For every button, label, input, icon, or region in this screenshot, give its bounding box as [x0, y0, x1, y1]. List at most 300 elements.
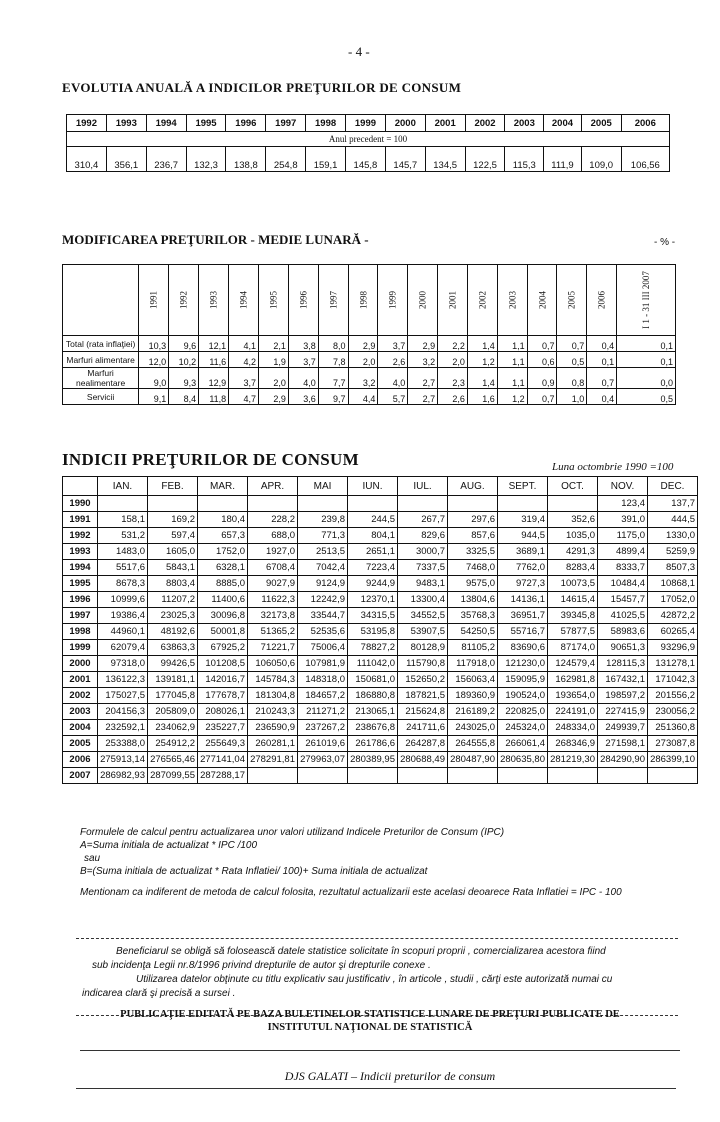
value-cell: 12,9 — [199, 368, 229, 389]
value-cell: 10484,4 — [598, 576, 648, 592]
value-cell: 8,0 — [318, 336, 348, 352]
value-cell: 8333,7 — [598, 560, 648, 576]
value-cell: 210243,3 — [248, 704, 298, 720]
value-cell: 273087,8 — [648, 736, 698, 752]
month-header: IAN. — [98, 477, 148, 496]
formula-b: B=(Suma initiala de actualizat * Rata Inflatiei/ 100)+ Suma initiala de actualizat — [80, 866, 428, 877]
value-cell: 1,4 — [467, 368, 497, 389]
value-cell: 255649,3 — [198, 736, 248, 752]
value-cell: 2,9 — [259, 389, 289, 405]
value-cell: 1,2 — [497, 389, 527, 405]
value-cell: 253388,0 — [98, 736, 148, 752]
value-cell: 4899,4 — [598, 544, 648, 560]
table-row — [63, 512, 698, 528]
value-cell: 156063,4 — [448, 672, 498, 688]
year-column-label: 1991 — [148, 291, 159, 310]
value-cell: 268346,9 — [548, 736, 598, 752]
value-cell: 3,8 — [288, 336, 318, 352]
table-row — [63, 704, 698, 720]
value-cell: 39345,8 — [548, 608, 598, 624]
value-cell: 267,7 — [398, 512, 448, 528]
value-cell: 159095,9 — [498, 672, 548, 688]
value-cell: 9124,9 — [298, 576, 348, 592]
formula-note: Mentionam ca indiferent de metoda de calcul folosita, rezultatul actualizarii este acelasi deoarece Rata Inflatiei = IPC - 100 — [80, 887, 622, 898]
value-cell: 15457,7 — [598, 592, 648, 608]
value-cell: 204156,3 — [98, 704, 148, 720]
value-cell: 2,9 — [408, 336, 438, 352]
month-header: APR. — [248, 477, 298, 496]
value-cell: 121230,0 — [498, 656, 548, 672]
value-cell: 57877,5 — [548, 624, 598, 640]
value-cell: 8678,3 — [98, 576, 148, 592]
value-cell: 2,6 — [378, 352, 408, 368]
annual-year-cell: 1997 — [266, 115, 306, 132]
value-cell: 531,2 — [98, 528, 148, 544]
month-header: OCT. — [548, 477, 598, 496]
row-label: Marfuri nealimentare — [63, 368, 139, 389]
value-cell: 9727,3 — [498, 576, 548, 592]
month-header: IUL. — [398, 477, 448, 496]
value-cell: 1,9 — [259, 352, 289, 368]
value-cell: 2,9 — [348, 336, 378, 352]
month-header: NOV. — [598, 477, 648, 496]
table-row — [63, 624, 698, 640]
value-cell: 107981,9 — [298, 656, 348, 672]
value-cell: 62079,4 — [98, 640, 148, 656]
value-cell — [648, 768, 698, 784]
annual-note: Anul precedent = 100 — [67, 132, 670, 147]
value-cell: 186880,8 — [348, 688, 398, 704]
value-cell: 232592,1 — [98, 720, 148, 736]
value-cell: 2,7 — [408, 389, 438, 405]
value-cell: 12,1 — [199, 336, 229, 352]
value-cell — [498, 496, 548, 512]
value-cell: 189360,9 — [448, 688, 498, 704]
value-cell: 211271,2 — [298, 704, 348, 720]
value-cell: 275913,14 — [98, 752, 148, 768]
value-cell — [448, 768, 498, 784]
year-column-label: 2004 — [537, 291, 548, 309]
year-column-header — [617, 265, 676, 336]
value-cell: 7,7 — [318, 368, 348, 389]
value-cell: 9,1 — [139, 389, 169, 405]
value-cell: 2513,5 — [298, 544, 348, 560]
value-cell: 280389,95 — [348, 752, 398, 768]
year-column-header — [557, 265, 587, 336]
value-cell: 11622,3 — [248, 592, 298, 608]
year-column-label: 1994 — [238, 291, 249, 309]
annual-year-cell: 1994 — [146, 115, 186, 132]
annual-value-cell: 122,5 — [465, 147, 505, 172]
section2-unit: - % - — [654, 237, 676, 248]
value-cell: 33544,7 — [298, 608, 348, 624]
year-column-header — [497, 265, 527, 336]
value-cell: 42872,2 — [648, 608, 698, 624]
value-cell: 1752,0 — [198, 544, 248, 560]
value-cell: 286399,10 — [648, 752, 698, 768]
year-column-label: 1997 — [328, 291, 339, 309]
value-cell: 34315,5 — [348, 608, 398, 624]
value-cell: 237267,2 — [298, 720, 348, 736]
year-cell: 1990 — [63, 496, 98, 512]
value-cell: 2,0 — [348, 352, 378, 368]
table-row — [63, 736, 698, 752]
value-cell — [398, 496, 448, 512]
value-cell: 117918,0 — [448, 656, 498, 672]
annual-values-row — [67, 147, 670, 172]
value-cell: 5259,9 — [648, 544, 698, 560]
table-row — [63, 672, 698, 688]
value-cell: 278291,81 — [248, 752, 298, 768]
row-label: Servicii — [63, 389, 139, 405]
value-cell — [148, 496, 198, 512]
value-cell: 12,0 — [139, 352, 169, 368]
value-cell: 11,8 — [199, 389, 229, 405]
value-cell: 8507,3 — [648, 560, 698, 576]
annual-value-cell: 159,1 — [306, 147, 346, 172]
value-cell: 71221,7 — [248, 640, 298, 656]
value-cell: 280487,90 — [448, 752, 498, 768]
value-cell: 7337,5 — [398, 560, 448, 576]
value-cell: 48192,6 — [148, 624, 198, 640]
value-cell: 201556,2 — [648, 688, 698, 704]
value-cell: 276565,46 — [148, 752, 198, 768]
value-cell: 280688,49 — [398, 752, 448, 768]
month-header: AUG. — [448, 477, 498, 496]
month-header: MAR. — [198, 477, 248, 496]
value-cell: 244,5 — [348, 512, 398, 528]
value-cell: 128115,3 — [598, 656, 648, 672]
value-cell: 286982,93 — [98, 768, 148, 784]
value-cell: 857,6 — [448, 528, 498, 544]
value-cell: 215624,8 — [398, 704, 448, 720]
value-cell: 63863,3 — [148, 640, 198, 656]
value-cell: 60265,4 — [648, 624, 698, 640]
value-cell: 5843,1 — [148, 560, 198, 576]
monthly-change-table — [62, 264, 676, 405]
value-cell: 184657,2 — [298, 688, 348, 704]
year-column-header — [348, 265, 378, 336]
annual-value-cell: 106,56 — [621, 147, 669, 172]
month-header: SEPT. — [498, 477, 548, 496]
year-column-label: 2001 — [447, 291, 458, 309]
value-cell: 9244,9 — [348, 576, 398, 592]
value-cell: 7762,0 — [498, 560, 548, 576]
year-column-header — [318, 265, 348, 336]
value-cell: 3,2 — [408, 352, 438, 368]
value-cell: 260281,1 — [248, 736, 298, 752]
value-cell: 10073,5 — [548, 576, 598, 592]
value-cell: 10999,6 — [98, 592, 148, 608]
publication-line-2: INSTITUTUL NAŢIONAL DE STATISTICĂ — [267, 1022, 473, 1033]
value-cell: 227415,9 — [598, 704, 648, 720]
notice-line-4: indicarea clară şi precisă a sursei . — [82, 988, 236, 999]
year-column-label: 1998 — [357, 291, 368, 309]
value-cell: 0,1 — [587, 352, 617, 368]
value-cell: 224191,0 — [548, 704, 598, 720]
value-cell: 115790,8 — [398, 656, 448, 672]
value-cell: 391,0 — [598, 512, 648, 528]
value-cell: 9,3 — [169, 368, 199, 389]
year-cell: 1992 — [63, 528, 98, 544]
value-cell: 136122,3 — [98, 672, 148, 688]
value-cell: 93296,9 — [648, 640, 698, 656]
value-cell: 8885,0 — [198, 576, 248, 592]
value-cell: 0,7 — [557, 336, 587, 352]
row-label: Total (rata inflaţiei) — [63, 336, 139, 352]
value-cell: 238676,8 — [348, 720, 398, 736]
value-cell: 8,4 — [169, 389, 199, 405]
value-cell: 41025,5 — [598, 608, 648, 624]
value-cell: 11400,6 — [198, 592, 248, 608]
section3-title: INDICII PREŢURILOR DE CONSUM — [62, 450, 359, 469]
value-cell: 12242,9 — [298, 592, 348, 608]
value-cell: 266061,4 — [498, 736, 548, 752]
value-cell: 254912,2 — [148, 736, 198, 752]
value-cell: 11,6 — [199, 352, 229, 368]
value-cell: 193654,0 — [548, 688, 598, 704]
table-row — [63, 544, 698, 560]
value-cell: 444,5 — [648, 512, 698, 528]
value-cell: 10,2 — [169, 352, 199, 368]
value-cell: 1927,0 — [248, 544, 298, 560]
value-cell: 9,7 — [318, 389, 348, 405]
value-cell: 7,8 — [318, 352, 348, 368]
value-cell: 111042,0 — [348, 656, 398, 672]
value-cell: 2,0 — [438, 352, 468, 368]
table-row — [63, 688, 698, 704]
value-cell: 8283,4 — [548, 560, 598, 576]
table-row — [63, 352, 676, 368]
value-cell: 4,1 — [229, 336, 259, 352]
value-cell: 1605,0 — [148, 544, 198, 560]
month-header: FEB. — [148, 477, 198, 496]
value-cell: 281219,30 — [548, 752, 598, 768]
value-cell: 2,2 — [438, 336, 468, 352]
value-cell: 248334,0 — [548, 720, 598, 736]
value-cell: 352,6 — [548, 512, 598, 528]
year-column-header — [139, 265, 169, 336]
year-cell: 2004 — [63, 720, 98, 736]
value-cell: 657,3 — [198, 528, 248, 544]
annual-year-cell: 2002 — [465, 115, 505, 132]
value-cell: 277141,04 — [198, 752, 248, 768]
value-cell: 234062,9 — [148, 720, 198, 736]
value-cell: 0,7 — [527, 389, 557, 405]
value-cell: 0,4 — [587, 389, 617, 405]
value-cell — [548, 496, 598, 512]
formula-intro: Formulele de calcul pentru actualizarea unor valori utilizand Indicele Preturilor de Consum (IPC) — [80, 827, 505, 838]
value-cell: 3,7 — [288, 352, 318, 368]
table-row — [63, 389, 676, 405]
value-cell: 6708,4 — [248, 560, 298, 576]
value-cell — [498, 768, 548, 784]
value-cell: 239,8 — [298, 512, 348, 528]
value-cell: 23025,3 — [148, 608, 198, 624]
value-cell: 55716,7 — [498, 624, 548, 640]
value-cell: 123,4 — [598, 496, 648, 512]
value-cell — [548, 768, 598, 784]
value-cell: 3,6 — [288, 389, 318, 405]
value-cell: 87174,0 — [548, 640, 598, 656]
year-column-label: I 1 - 31 III 2007 — [641, 271, 652, 329]
value-cell: 1175,0 — [598, 528, 648, 544]
value-cell: 236590,9 — [248, 720, 298, 736]
value-cell: 32173,8 — [248, 608, 298, 624]
year-column-label: 1993 — [208, 291, 219, 310]
value-cell: 287099,55 — [148, 768, 198, 784]
year-column-header — [199, 265, 229, 336]
year-column-header — [169, 265, 199, 336]
year-column-label: 1999 — [387, 291, 398, 309]
value-cell: 251360,8 — [648, 720, 698, 736]
year-column-label: 2003 — [507, 291, 518, 309]
value-cell: 0,8 — [557, 368, 587, 389]
value-cell: 34552,5 — [398, 608, 448, 624]
value-cell: 158,1 — [98, 512, 148, 528]
value-cell: 279963,07 — [298, 752, 348, 768]
value-cell: 171042,3 — [648, 672, 698, 688]
value-cell: 80128,9 — [398, 640, 448, 656]
table-row — [63, 752, 698, 768]
section2-title: MODIFICAREA PREŢURILOR - MEDIE LUNARĂ - — [62, 232, 369, 247]
value-cell: 12370,1 — [348, 592, 398, 608]
value-cell: 1483,0 — [98, 544, 148, 560]
annual-value-cell: 138,8 — [226, 147, 266, 172]
value-cell: 5517,6 — [98, 560, 148, 576]
annual-year-cell: 2000 — [385, 115, 425, 132]
value-cell: 245324,0 — [498, 720, 548, 736]
year-column-header — [587, 265, 617, 336]
table-row — [63, 336, 676, 352]
value-cell: 2,0 — [259, 368, 289, 389]
year-column-label: 2000 — [417, 291, 428, 309]
notice-line-2: sub incidenţa Legii nr.8/1996 privind drepturile de autor şi drepturile conexe . — [92, 960, 431, 971]
value-cell: 264555,8 — [448, 736, 498, 752]
value-cell: 271598,1 — [598, 736, 648, 752]
year-cell: 2003 — [63, 704, 98, 720]
value-cell: 264287,8 — [398, 736, 448, 752]
value-cell: 75006,4 — [298, 640, 348, 656]
value-cell: 1,0 — [557, 389, 587, 405]
value-cell: 249939,7 — [598, 720, 648, 736]
value-cell: 35768,3 — [448, 608, 498, 624]
value-cell — [248, 768, 298, 784]
year-column-label: 1992 — [178, 291, 189, 310]
year-cell: 1991 — [63, 512, 98, 528]
value-cell: 2,3 — [438, 368, 468, 389]
table-row — [63, 496, 698, 512]
value-cell: 4,7 — [229, 389, 259, 405]
value-cell: 804,1 — [348, 528, 398, 544]
value-cell: 9483,1 — [398, 576, 448, 592]
value-cell: 944,5 — [498, 528, 548, 544]
value-cell: 2,1 — [259, 336, 289, 352]
value-cell: 4,2 — [229, 352, 259, 368]
value-cell: 297,6 — [448, 512, 498, 528]
value-cell: 3,7 — [229, 368, 259, 389]
month-header: IUN. — [348, 477, 398, 496]
value-cell: 67925,2 — [198, 640, 248, 656]
value-cell: 9027,9 — [248, 576, 298, 592]
year-column-header — [527, 265, 557, 336]
value-cell: 190524,0 — [498, 688, 548, 704]
value-cell: 81105,2 — [448, 640, 498, 656]
year-cell: 2006 — [63, 752, 98, 768]
value-cell: 177678,7 — [198, 688, 248, 704]
value-cell: 0,7 — [527, 336, 557, 352]
value-cell: 148318,0 — [298, 672, 348, 688]
table-row — [63, 768, 698, 784]
value-cell: 261019,6 — [298, 736, 348, 752]
annual-value-cell: 109,0 — [581, 147, 621, 172]
annual-value-cell: 134,5 — [425, 147, 465, 172]
value-cell: 3,2 — [348, 368, 378, 389]
value-cell: 1,1 — [497, 368, 527, 389]
value-cell: 213065,1 — [348, 704, 398, 720]
value-cell: 1,4 — [467, 336, 497, 352]
value-cell — [398, 768, 448, 784]
value-cell: 131278,1 — [648, 656, 698, 672]
value-cell — [298, 496, 348, 512]
value-cell: 169,2 — [148, 512, 198, 528]
page-footer: DJS GALATI – Indicii preturilor de consum — [284, 1069, 496, 1083]
value-cell: 152650,2 — [398, 672, 448, 688]
header-corner — [63, 265, 139, 336]
value-cell — [248, 496, 298, 512]
year-cell: 1994 — [63, 560, 98, 576]
value-cell: 139181,1 — [148, 672, 198, 688]
year-column-header — [408, 265, 438, 336]
value-cell: 142016,7 — [198, 672, 248, 688]
value-cell: 287288,17 — [198, 768, 248, 784]
annual-value-cell: 310,4 — [67, 147, 107, 172]
value-cell: 9575,0 — [448, 576, 498, 592]
value-cell: 52535,6 — [298, 624, 348, 640]
base-period-note: Luna octombrie 1990 =100 — [552, 461, 674, 473]
year-column-header — [288, 265, 318, 336]
year-cell: 2007 — [63, 768, 98, 784]
value-cell: 9,0 — [139, 368, 169, 389]
value-cell: 1,6 — [467, 389, 497, 405]
annual-year-cell: 2004 — [544, 115, 582, 132]
value-cell — [298, 768, 348, 784]
value-cell — [348, 496, 398, 512]
value-cell: 8803,4 — [148, 576, 198, 592]
value-cell: 50001,8 — [198, 624, 248, 640]
year-column-label: 2006 — [596, 291, 607, 309]
value-cell: 771,3 — [298, 528, 348, 544]
value-cell: 167432,1 — [598, 672, 648, 688]
value-cell: 0,9 — [527, 368, 557, 389]
value-cell: 280635,80 — [498, 752, 548, 768]
value-cell: 58983,6 — [598, 624, 648, 640]
value-cell: 106050,6 — [248, 656, 298, 672]
year-column-label: 2002 — [477, 291, 488, 309]
value-cell: 1,1 — [497, 352, 527, 368]
value-cell: 36951,7 — [498, 608, 548, 624]
cpi-header — [63, 477, 698, 496]
table-row — [63, 560, 698, 576]
value-cell: 0,6 — [527, 352, 557, 368]
year-cell: 2002 — [63, 688, 98, 704]
year-cell: 1995 — [63, 576, 98, 592]
value-cell: 53907,5 — [398, 624, 448, 640]
value-cell: 0,1 — [617, 336, 676, 352]
value-cell: 175027,5 — [98, 688, 148, 704]
value-cell: 3689,1 — [498, 544, 548, 560]
usage-notice — [76, 938, 678, 1016]
